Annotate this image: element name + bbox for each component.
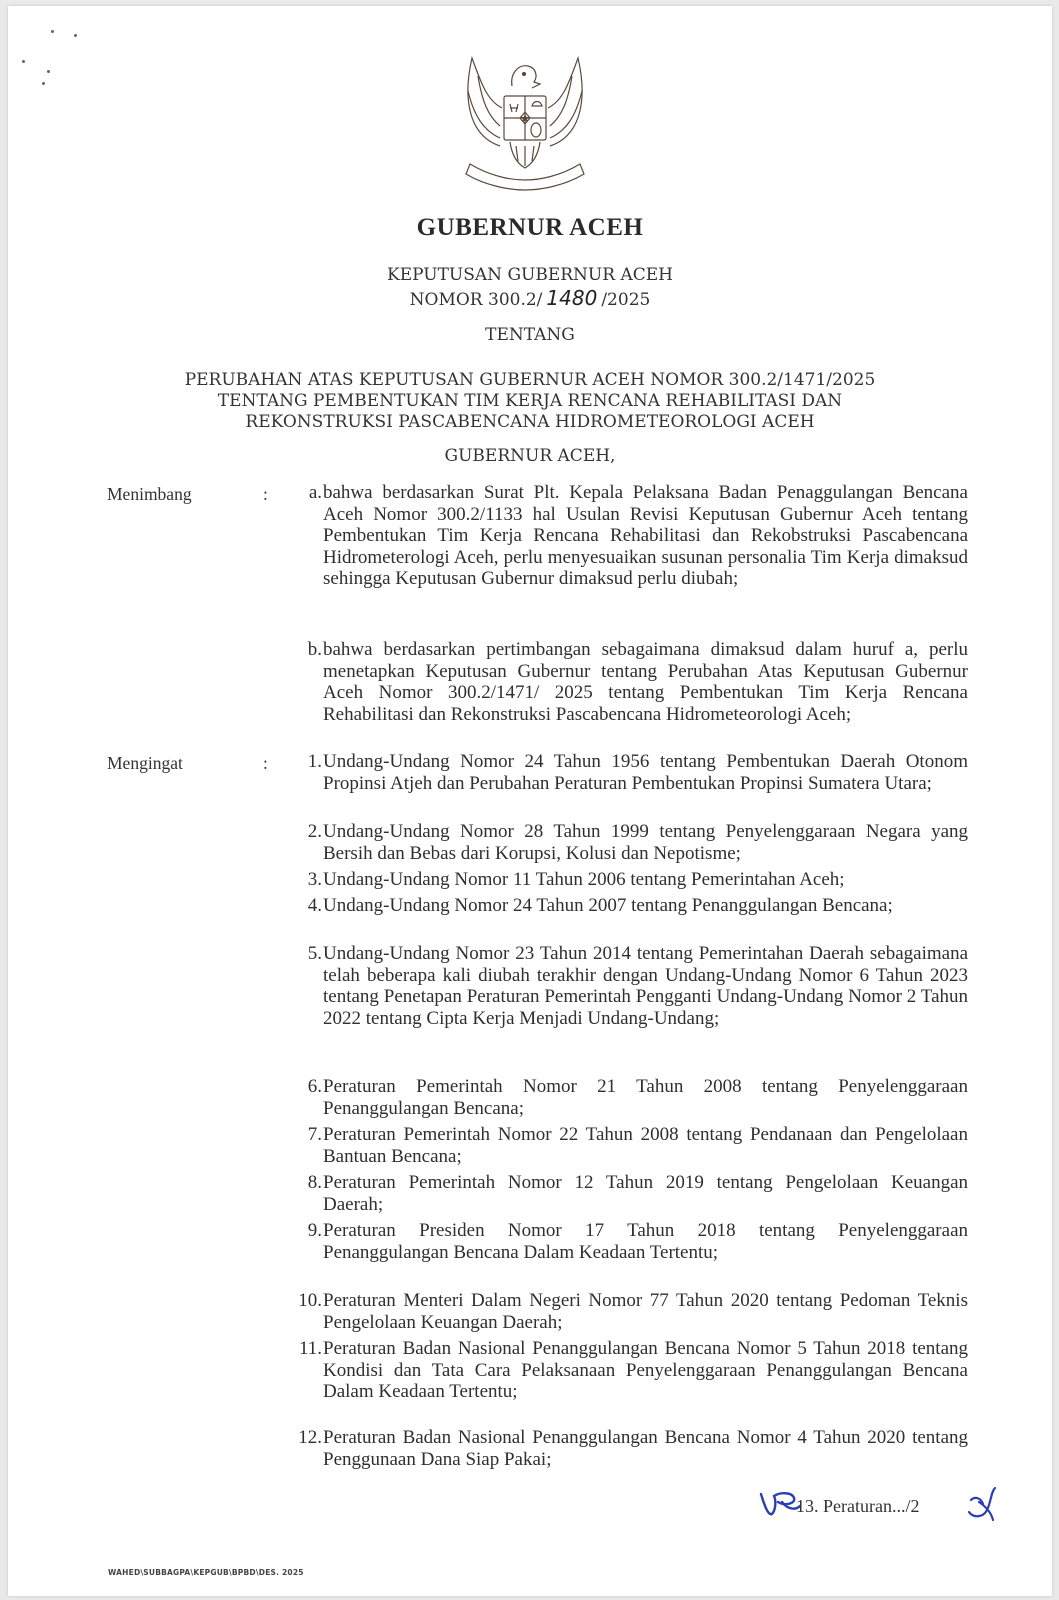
item-number: 8. <box>307 1172 322 1193</box>
decree-label: KEPUTUSAN GUBERNUR ACEH <box>387 265 673 285</box>
item-text: Undang-Undang Nomor 11 Tahun 2006 tentang Pemerintahan Aceh; <box>323 869 845 890</box>
item-text: Peraturan Pemerintah Nomor 22 Tahun 2008 tentang Pendanaan dan Pengelolaan Bantuan Bencana; <box>323 1124 968 1167</box>
subject-line: TENTANG PEMBENTUKAN TIM KERJA RENCANA REHABILITASI DAN <box>217 391 843 411</box>
item-text: Undang-Undang Nomor 24 Tahun 1956 tentang Pembentukan Daerah Otonom Propinsi Atjeh dan Perubahan Peraturan Pembentukan Propinsi Sumatera Utara; <box>323 751 968 794</box>
item-number: 7. <box>307 1124 322 1145</box>
document-page <box>8 6 1052 1596</box>
issuer-title: GUBERNUR ACEH <box>416 214 644 241</box>
item-number: 5. <box>307 943 322 964</box>
item-text: Peraturan Menteri Dalam Negeri Nomor 77 Tahun 2020 tentang Pedoman Teknis Pengelolaan Keuangan Daerah; <box>323 1290 968 1333</box>
mengingat-item <box>278 821 968 864</box>
item-number: 12. <box>298 1427 322 1448</box>
decree-subject <box>8 370 1052 433</box>
item-text: Peraturan Badan Nasional Penanggulangan Bencana Nomor 4 Tahun 2020 tentang Penggunaan Dana Siap Pakai; <box>323 1427 968 1470</box>
item-text: Peraturan Pemerintah Nomor 12 Tahun 2019 tentang Pengelolaan Keuangan Daerah; <box>323 1172 968 1215</box>
item-number: 3. <box>307 869 322 890</box>
menimbang-label: Menimbang <box>107 484 192 504</box>
mengingat-item <box>278 1338 968 1403</box>
decree-number-prefix: NOMOR 300.2/ <box>409 290 543 310</box>
issuer-line: GUBERNUR ACEH, <box>444 446 616 466</box>
item-text: Peraturan Badan Nasional Penanggulangan Bencana Nomor 5 Tahun 2018 tentang Kondisi dan Tata Cara Pelaksanaan Penyelenggaraan Penanggulangan Bencana Dalam Keadaan Tertentu; <box>323 1338 968 1403</box>
mengingat-item <box>278 751 968 794</box>
mengingat-item <box>278 1220 968 1263</box>
item-text: Peraturan Presiden Nomor 17 Tahun 2018 tentang Penyelenggaraan Penanggulangan Bencana Dalam Keadaan Tertentu; <box>323 1220 968 1263</box>
item-number: 1. <box>307 751 322 772</box>
decree-number <box>8 286 1052 310</box>
mengingat-label: Mengingat <box>107 753 183 773</box>
mengingat-item <box>278 1124 968 1167</box>
about-label: TENTANG <box>485 325 575 345</box>
mengingat-item <box>278 1076 968 1119</box>
item-number: 10. <box>298 1290 322 1311</box>
item-text: Undang-Undang Nomor 24 Tahun 2007 tentang Penanggulangan Bencana; <box>323 895 893 916</box>
mengingat-item <box>278 1290 968 1333</box>
subject-line: REKONSTRUKSI PASCABENCANA HIDROMETEOROLOGI ACEH <box>245 412 815 432</box>
item-number: 4. <box>307 895 322 916</box>
decree-number-suffix: /2025 <box>601 290 651 310</box>
item-text: Undang-Undang Nomor 28 Tahun 1999 tentang Penyelenggaraan Negara yang Bersih dan Bebas dari Korupsi, Kolusi dan Nepotisme; <box>323 821 968 864</box>
mengingat-item <box>278 943 968 1029</box>
mengingat-item <box>278 1172 968 1215</box>
item-number: b. <box>307 639 322 660</box>
item-number: 2. <box>307 821 322 842</box>
subject-line: PERUBAHAN ATAS KEPUTUSAN GUBERNUR ACEH NOMOR 300.2/1471/2025 <box>184 370 876 390</box>
mengingat-item <box>278 1427 968 1470</box>
item-text: Undang-Undang Nomor 23 Tahun 2014 tentang Pemerintahan Daerah sebagaimana telah beberapa kali diubah terakhir dengan Undang-Undang Nomor 6 Tahun 2023 tentang Penetapan Peraturan Pemerintah Pengganti Undang-Undang Nomor 2 Tahun 2022 tentang Cipta Kerja Menjadi Undang-Undang; <box>323 943 968 1029</box>
menimbang-item <box>278 482 968 590</box>
item-number: 11. <box>298 1338 322 1359</box>
garuda-emblem-icon <box>460 46 590 196</box>
menimbang-item <box>278 639 968 725</box>
menimbang-colon: : <box>263 484 268 504</box>
item-number: a. <box>308 482 322 503</box>
mengingat-item <box>278 869 968 891</box>
continuation-note: 13. Peraturan.../2 <box>796 1496 920 1516</box>
signature-mark-icon <box>961 1484 1001 1524</box>
mengingat-colon: : <box>263 753 268 773</box>
item-text: Peraturan Pemerintah Nomor 21 Tahun 2008 tentang Penyelenggaraan Penanggulangan Bencana; <box>323 1076 968 1119</box>
mengingat-item <box>278 895 968 917</box>
reference-code: WAHED\SUBBAGPA\KEPGUB\BPBD\DES. 2025 <box>108 1568 304 1577</box>
item-text: bahwa berdasarkan Surat Plt. Kepala Pelaksana Badan Penaggulangan Bencana Aceh Nomor 300.2/1133 hal Usulan Revisi Keputusan Gubernur Aceh tentang Pembentukan Tim Kerja Rencana Rehabilitasi dan Rekobstruksi Pascabencana Hidrometerologi Aceh, perlu menyesuaikan susunan personalia Tim Kerja dimaksud sehingga Keputusan Gubernur dimaksud perlu diubah; <box>323 482 968 590</box>
item-number: 9. <box>307 1220 322 1241</box>
decree-number-handwritten: 1480 <box>546 286 598 310</box>
item-number: 6. <box>307 1076 322 1097</box>
item-text: bahwa berdasarkan pertimbangan sebagaimana dimaksud dalam huruf a, perlu menetapkan Keputusan Gubernur tentang Perubahan Atas Keputusan Gubernur Aceh Nomor 300.2/1471/ 2025 tentang Pembentukan Tim Kerja Rencana Rehabilitasi dan Rekonstruksi Pascabencana Hidrometeorologi Aceh; <box>323 639 968 725</box>
